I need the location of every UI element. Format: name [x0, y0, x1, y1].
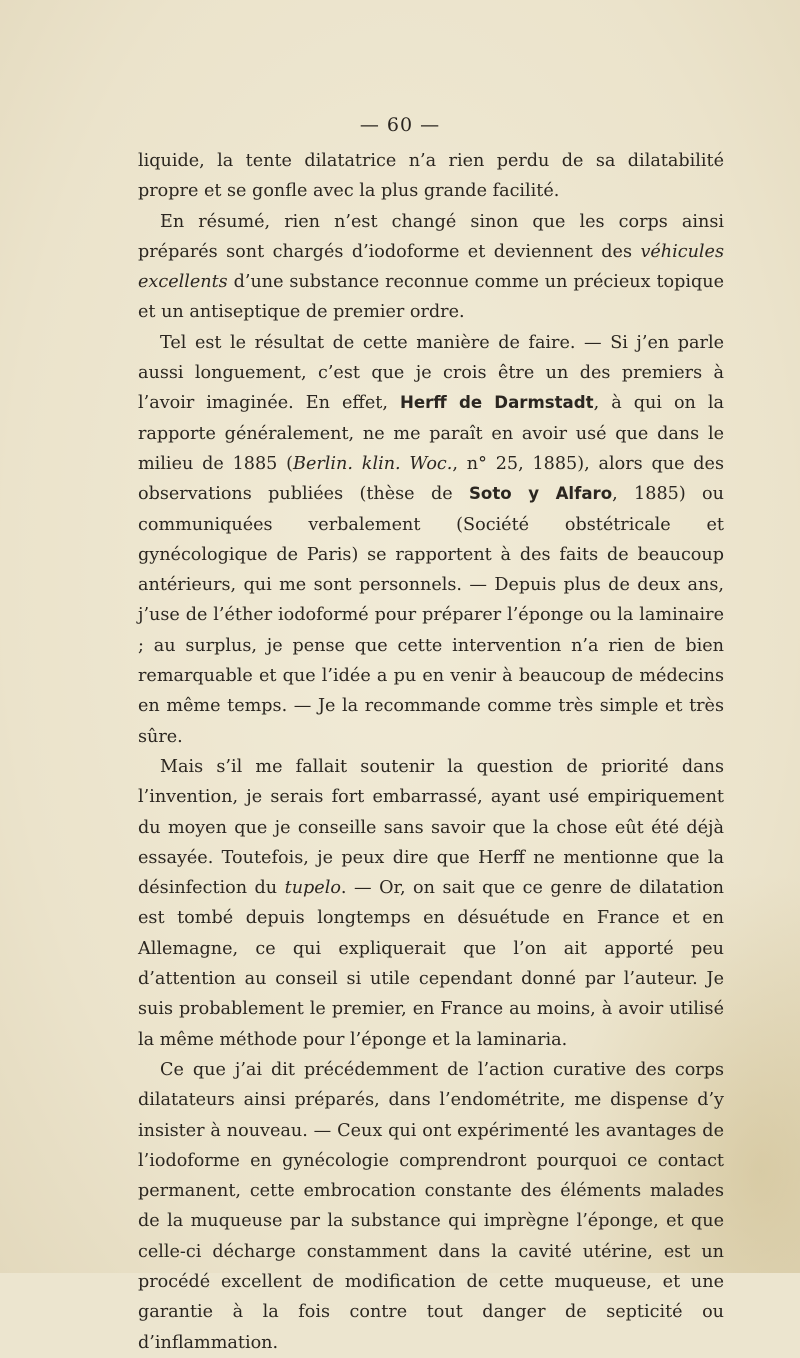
paragraph: [138, 207, 724, 328]
author-name: Soto y Alfaro: [468, 484, 613, 504]
text-run: Mais s’il me fallait soutenir la question de priorité dans l’invention, je serais fort embarrassé, ayant usé empiriquement du moyen que je conseille sans savoir que la chose eût été déjà essayée. Toutefois, je peux dire que Herff ne mentionne que la désinfection du: [138, 756, 724, 899]
text-run: , 1885) ou communiquées verbalement (Société obstétricale et gynécologique de Paris) se rapportent à des faits de beaucoup antérieurs, qui me sont personnels. — Depuis plus de deux ans, j’use de l’éther iodoformé pour préparer l’éponge ou la laminaire ; au surplus, je pense que cette intervention n’a rien de bien remarquable et que l’idée a pu en venir à beaucoup de médecins en même temps. — Je la recommande comme très simple et très sûre.: [138, 484, 724, 747]
text-run: , n° 25, 1885), alors que des observations publiées (thèse de: [138, 453, 724, 505]
italic-text: Berlin. klin. Woc.: [293, 453, 453, 474]
italic-text: véhicules excellents: [138, 241, 724, 293]
body-text: [138, 146, 724, 1358]
italic-text: tupelo: [284, 878, 341, 899]
text-run: Tel est le résultat de cette manière de faire. — Si j’en parle aussi longuement, c’est que je crois être un des premiers à l’avoir imaginée. En effet,: [138, 332, 724, 414]
text-run: , à qui on la rapporte généralement, ne me paraît en avoir usé que dans le milieu de 1885 (: [138, 393, 725, 474]
text-run: Ce que j’ai dit précédemment de l’action curative des corps dilatateurs ainsi préparés, dans l’endométrite, me dispense d’y insister à nouveau. — Ceux qui ont expérimenté les avantages de l’iodoforme en gynécologie comprendront pourquoi ce contact permanent, cette embrocation constante des éléments malades de la muqueuse par la substance qui imprègne l’éponge, et que celle-ci décharge constamment dans la cavité utérine, est un procédé excellent de modification de cette muqueuse, et une garantie à la fois contre tout danger de septicité ou d’inflammation.: [138, 1059, 724, 1353]
page-number: — 60 —: [359, 114, 441, 136]
text-run: . — Or, on sait que ce genre de dilatation est tombé depuis longtemps en désuétude en France et en Allemagne, ce qui expliquerait que l’on ait apporté peu d’attention au conseil si utile cependant donné par l’auteur. Je suis probablement le premier, en France au moins, à avoir utilisé la même méthode pour l’éponge et la laminaria.: [138, 878, 725, 1050]
paragraph: [138, 328, 724, 752]
text-run: d’une substance reconnue comme un précieux topique et un antiseptique de premier ordre.: [138, 272, 724, 323]
text-run: liquide, la tente dilatatrice n’a rien perdu de sa dilatabilité propre et se gonfle avec la plus grande facilité.: [138, 151, 724, 202]
paragraph: [138, 752, 724, 1055]
paragraph: [138, 1055, 724, 1358]
paragraph: [138, 146, 724, 207]
author-name: Herff de Darmstadt: [399, 393, 594, 413]
text-run: En résumé, rien n’est changé sinon que les corps ainsi préparés sont chargés d’iodoforme et deviennent des: [138, 211, 724, 262]
